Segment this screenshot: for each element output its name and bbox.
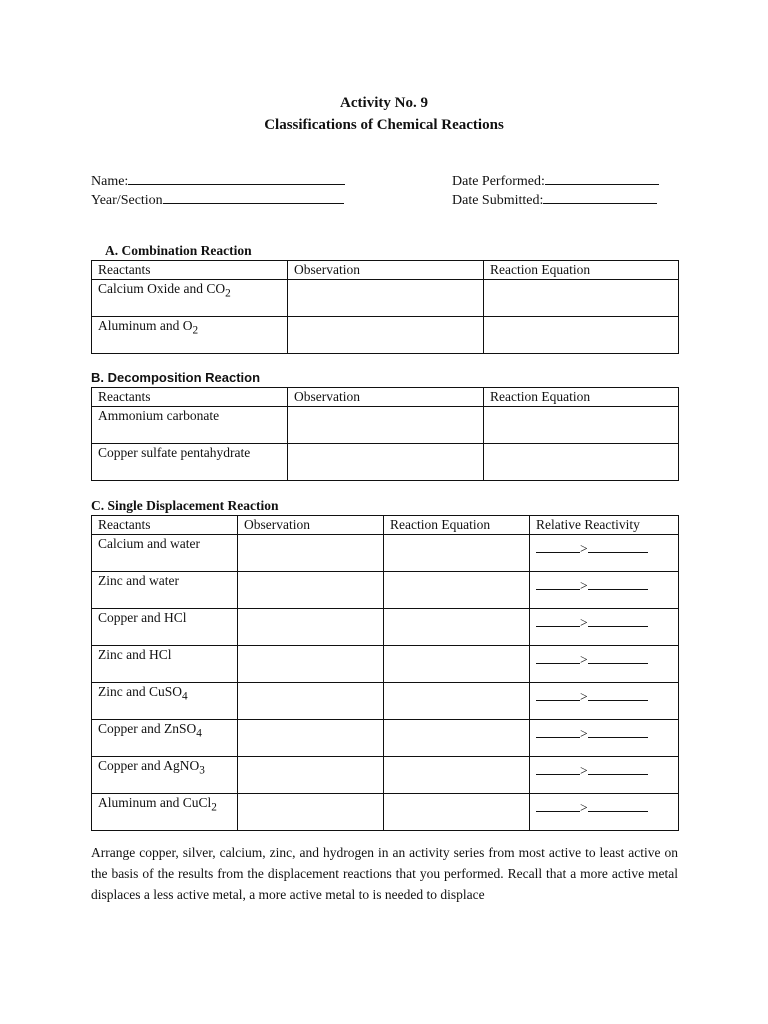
section-c-title: C. Single Displacement Reaction: [91, 498, 279, 513]
table-row: [92, 646, 679, 683]
date-submitted-field: [452, 191, 657, 209]
reactant-cell: Zinc and water: [92, 572, 238, 609]
table-row: [92, 407, 679, 444]
observation-cell[interactable]: [238, 720, 384, 757]
decomposition-table: [91, 387, 679, 481]
observation-cell[interactable]: [238, 646, 384, 683]
column-header: Observation: [288, 261, 484, 280]
observation-cell[interactable]: [288, 280, 484, 317]
date-submitted-blank[interactable]: [543, 191, 657, 204]
equation-cell[interactable]: [384, 757, 530, 794]
equation-cell[interactable]: [484, 280, 679, 317]
year-section-label: Year/Section: [91, 193, 163, 208]
table-row: [92, 757, 679, 794]
reactant-cell: Calcium and water: [92, 535, 238, 572]
reactant-cell: Copper sulfate pentahydrate: [92, 444, 288, 481]
table-row: [92, 683, 679, 720]
observation-cell[interactable]: [238, 757, 384, 794]
activity-subtitle: Classifications of Chemical Reactions: [264, 117, 504, 133]
observation-cell[interactable]: [288, 317, 484, 354]
table-row: [92, 609, 679, 646]
reactant-cell: Zinc and CuSO$_4$: [92, 683, 238, 720]
column-header: Reactants: [92, 388, 288, 407]
table-header-row: [92, 516, 679, 535]
column-header: Reaction Equation: [384, 516, 530, 535]
year-section-field: [91, 191, 344, 209]
equation-cell[interactable]: [384, 646, 530, 683]
reactivity-cell[interactable]: >: [530, 609, 679, 646]
column-header: Reactants: [92, 261, 288, 280]
observation-cell[interactable]: [238, 794, 384, 831]
table-header-row: [92, 261, 679, 280]
reactant-cell: Aluminum and $O_2$: [92, 317, 288, 354]
table-row: [92, 794, 679, 831]
column-header: Observation: [288, 388, 484, 407]
equation-cell[interactable]: [384, 720, 530, 757]
section-b-title: B. Decomposition Reaction: [91, 370, 261, 385]
table-row: [92, 535, 679, 572]
observation-cell[interactable]: [238, 683, 384, 720]
reactant-cell: Copper and HCl: [92, 609, 238, 646]
reactivity-cell[interactable]: >: [530, 683, 679, 720]
reactivity-cell[interactable]: >: [530, 572, 679, 609]
reactant-cell: Copper and ZnSO$_4$: [92, 720, 238, 757]
table-header-row: [92, 388, 679, 407]
date-performed-blank[interactable]: [545, 172, 659, 185]
date-performed-label: Date Performed:: [452, 174, 545, 189]
equation-cell[interactable]: [484, 317, 679, 354]
equation-cell[interactable]: [384, 535, 530, 572]
table-row: [92, 572, 679, 609]
observation-cell[interactable]: [238, 572, 384, 609]
column-header: Reactants: [92, 516, 238, 535]
instructions-paragraph: Arrange copper, silver, calcium, zinc, and hydrogen in an activity series from most active to least active on the basis of the results from the displacement reactions that you performed. Recall that a more active metal displaces a less active metal, a more active metal to is needed to displace: [91, 845, 678, 902]
displacement-table: [91, 515, 679, 831]
section-a-title: A. Combination Reaction: [105, 243, 252, 258]
reactivity-cell[interactable]: >: [530, 720, 679, 757]
equation-cell[interactable]: [484, 444, 679, 481]
table-row: [92, 444, 679, 481]
reactant-cell: Aluminum and CuCl$_2$: [92, 794, 238, 831]
equation-cell[interactable]: [384, 572, 530, 609]
reactant-cell: Calcium Oxide and $CO_2$: [92, 280, 288, 317]
reactivity-cell[interactable]: >: [530, 757, 679, 794]
column-header: Reaction Equation: [484, 261, 679, 280]
table-row: [92, 280, 679, 317]
name-blank[interactable]: [128, 172, 345, 185]
observation-cell[interactable]: [238, 609, 384, 646]
observation-cell[interactable]: [288, 407, 484, 444]
date-submitted-label: Date Submitted:: [452, 193, 544, 208]
observation-cell[interactable]: [238, 535, 384, 572]
column-header: Observation: [238, 516, 384, 535]
year-section-blank[interactable]: [163, 191, 344, 204]
reactivity-cell[interactable]: >: [530, 794, 679, 831]
equation-cell[interactable]: [384, 609, 530, 646]
column-header: Reaction Equation: [484, 388, 679, 407]
reactant-cell: Copper and AgNO$_3$: [92, 757, 238, 794]
activity-title: Activity No. 9: [340, 95, 428, 111]
equation-cell[interactable]: [484, 407, 679, 444]
reactant-cell: Ammonium carbonate: [92, 407, 288, 444]
name-label: Name:: [91, 174, 129, 189]
date-performed-field: [452, 172, 659, 190]
observation-cell[interactable]: [288, 444, 484, 481]
column-header: Relative Reactivity: [530, 516, 679, 535]
combination-table: [91, 260, 679, 354]
equation-cell[interactable]: [384, 683, 530, 720]
table-row: [92, 720, 679, 757]
table-row: [92, 317, 679, 354]
name-field: [91, 172, 345, 190]
reactivity-cell[interactable]: >: [530, 535, 679, 572]
reactivity-cell[interactable]: >: [530, 646, 679, 683]
equation-cell[interactable]: [384, 794, 530, 831]
reactant-cell: Zinc and HCl: [92, 646, 238, 683]
